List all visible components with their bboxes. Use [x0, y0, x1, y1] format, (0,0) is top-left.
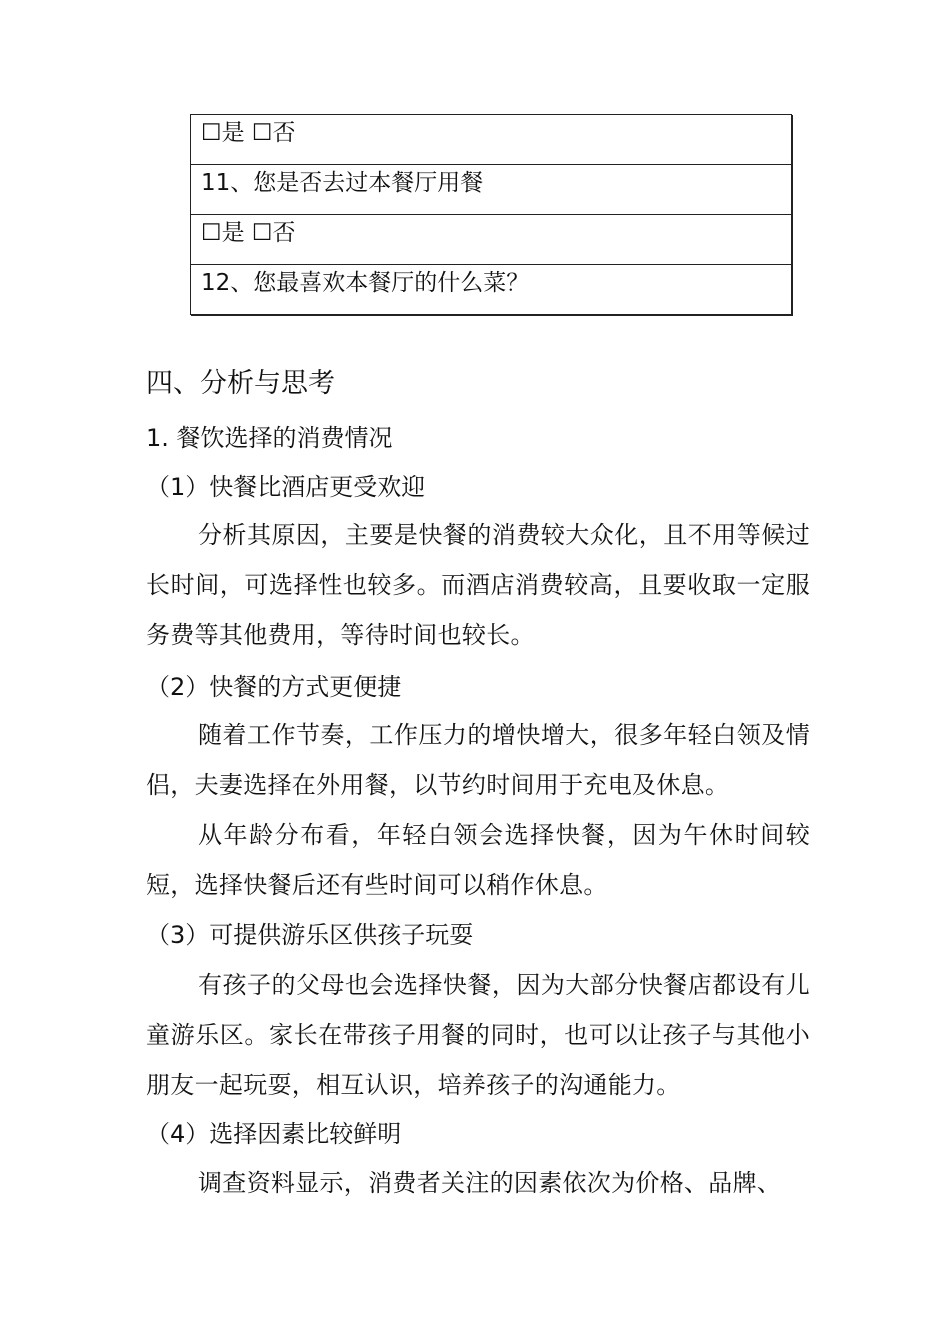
paragraph-1: 分析其原因，主要是快餐的消费较大众化，且不用等候过长时间，可选择性也较多。而酒店消费较高，且要收取一定服务费等其他费用，等待时间也较长。 — [146, 521, 810, 649]
paragraph-2: 随着工作节奏，工作压力的增快增大，很多年轻白领及情侣，夫妻选择在外用餐，以节约时间用于充电及休息。 — [146, 721, 810, 799]
item-heading-1: （1）快餐比酒店更受欢迎 — [146, 473, 426, 501]
subsection-heading: 1. 餐饮选择的消费情况 — [146, 424, 393, 452]
item-heading-2: （2）快餐的方式更便捷 — [146, 673, 402, 701]
table-row — [191, 215, 792, 265]
table-cell-question-11: 11、您是否去过本餐厅用餐 — [191, 165, 792, 215]
table-cell-options: ☐是 ☐否 — [191, 215, 792, 265]
table-cell-options: ☐是 ☐否 — [191, 115, 792, 165]
paragraph-5: 调查资料显示，消费者关注的因素依次为价格、品牌、 — [198, 1169, 782, 1197]
item-heading-4: （4）选择因素比较鲜明 — [146, 1120, 402, 1148]
table-row — [191, 115, 792, 165]
table-row — [191, 265, 792, 315]
section-heading: 四、分析与思考 — [146, 368, 335, 399]
paragraph-4: 有孩子的父母也会选择快餐，因为大部分快餐店都设有儿童游乐区。家长在带孩子用餐的同时，也可以让孩子与其他小朋友一起玩耍，相互认识，培养孩子的沟通能力。 — [146, 971, 810, 1099]
table-row — [191, 165, 792, 215]
item-heading-3: （3）可提供游乐区供孩子玩耍 — [146, 921, 474, 949]
survey-table — [190, 114, 792, 315]
table-cell-question-12: 12、您最喜欢本餐厅的什么菜？ — [191, 265, 792, 315]
paragraph-3: 从年龄分布看，年轻白领会选择快餐，因为午休时间较短，选择快餐后还有些时间可以稍作休息。 — [146, 821, 810, 899]
